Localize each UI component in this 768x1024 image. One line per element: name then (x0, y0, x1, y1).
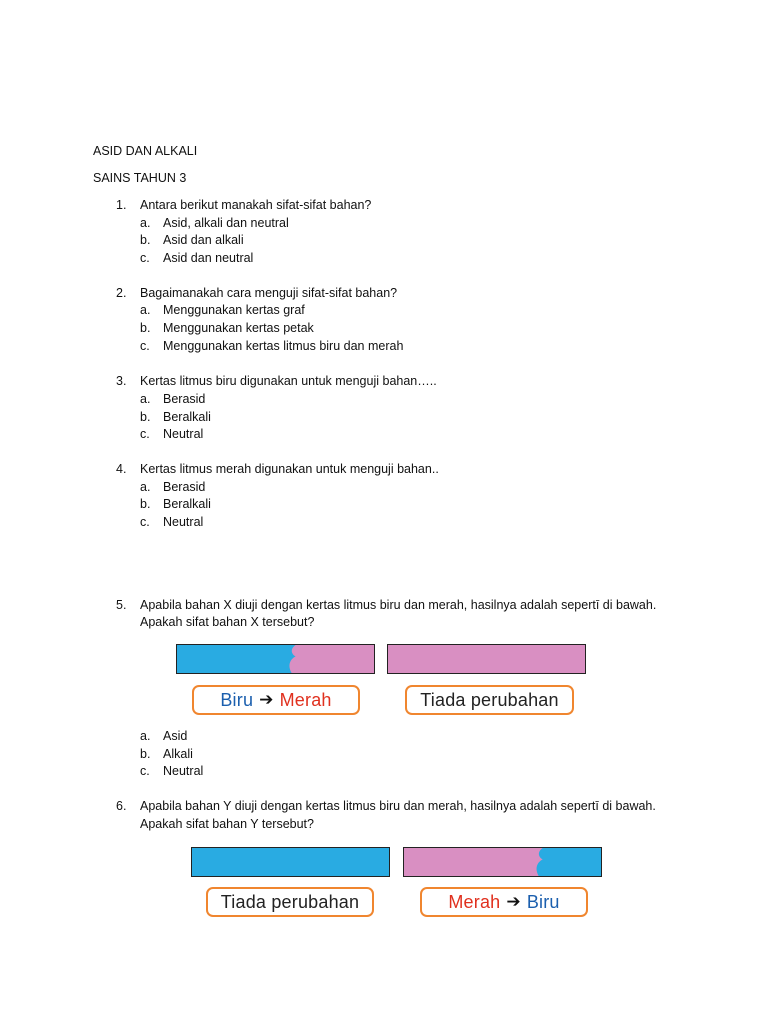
q5-option-a-letter: a. (140, 729, 151, 743)
q6-no-change-text: Tiada perubahan (220, 891, 360, 912)
page-title: ASID DAN ALKALI (93, 144, 198, 158)
q5-from-color: Biru (220, 689, 254, 710)
q5-right-result-label (405, 685, 574, 715)
question-6-text-line-1: Apabila bahan Y diuji dengan kertas litmus biru dan merah, hasilnya adalah sepertī di bawah. (140, 799, 656, 813)
q1-option-c-letter: c. (140, 251, 150, 265)
question-1-text: Antara berikut manakah sifat-sifat bahan? (140, 198, 372, 212)
question-5-text-line-2: Apakah sifat bahan X tersebut? (140, 615, 315, 629)
q2-option-b-letter: b. (140, 321, 151, 335)
q5-option-c: Neutral (163, 764, 204, 778)
q1-option-b: Asid dan alkali (163, 233, 244, 247)
q6-to-color: Biru (526, 891, 560, 912)
q6-right-result-label (420, 887, 588, 917)
question-6-number: 6. (116, 799, 127, 813)
q2-option-a: Menggunakan kertas graf (163, 303, 305, 317)
q4-option-a: Berasid (163, 480, 206, 494)
q2-option-a-letter: a. (140, 303, 151, 317)
q5-option-a: Asid (163, 729, 188, 743)
q3-option-c: Neutral (163, 427, 204, 441)
q6-blue-litmus-strip (191, 847, 390, 877)
question-5-text-line-1: Apabila bahan X diuji dengan kertas litmus biru dan merah, hasilnya adalah sepertī di bawah. (140, 598, 657, 612)
question-4-text: Kertas litmus merah digunakan untuk menguji bahan.. (140, 462, 439, 476)
q6-left-result-label (206, 887, 374, 917)
q2-option-c-letter: c. (140, 339, 150, 353)
q5-option-b-letter: b. (140, 747, 151, 761)
question-2-text: Bagaimanakah cara menguji sifat-sifat bahan? (140, 286, 398, 300)
q3-option-c-letter: c. (140, 427, 150, 441)
q1-option-b-letter: b. (140, 233, 151, 247)
q3-option-a: Berasid (163, 392, 206, 406)
q1-option-c: Asid dan neutral (163, 251, 254, 265)
page-subtitle: SAINS TAHUN 3 (93, 171, 187, 185)
arrow-right-icon: ➔ (259, 690, 274, 709)
q5-option-b: Alkali (163, 747, 193, 761)
q1-option-a-letter: a. (140, 216, 151, 230)
q5-blue-litmus-strip (176, 644, 375, 674)
question-6-text-line-2: Apakah sifat bahan Y tersebut? (140, 817, 314, 831)
q4-option-a-letter: a. (140, 480, 151, 494)
q5-option-c-letter: c. (140, 764, 150, 778)
q3-option-a-letter: a. (140, 392, 151, 406)
question-1-number: 1. (116, 198, 127, 212)
q5-no-change-text: Tiada perubahan (420, 689, 559, 710)
q5-left-result-label (192, 685, 360, 715)
q6-red-litmus-strip (403, 847, 602, 877)
q2-option-c: Menggunakan kertas litmus biru dan merah (163, 339, 404, 353)
question-3-number: 3. (116, 374, 127, 388)
q3-option-b-letter: b. (140, 410, 151, 424)
question-2-number: 2. (116, 286, 127, 300)
q3-option-b: Beralkali (163, 410, 211, 424)
q2-option-b: Menggunakan kertas petak (163, 321, 314, 335)
q1-option-a: Asid, alkali dan neutral (163, 216, 289, 230)
q4-option-c: Neutral (163, 515, 204, 529)
question-4-number: 4. (116, 462, 127, 476)
question-3-text: Kertas litmus biru digunakan untuk menguji bahan….. (140, 374, 437, 388)
arrow-right-icon: ➔ (506, 892, 521, 911)
question-5-number: 5. (116, 598, 127, 612)
q4-option-b-letter: b. (140, 497, 151, 511)
q5-to-color: Merah (279, 689, 332, 710)
q5-red-litmus-strip (387, 644, 586, 674)
q4-option-c-letter: c. (140, 515, 150, 529)
q6-from-color: Merah (448, 891, 501, 912)
q4-option-b: Beralkali (163, 497, 211, 511)
